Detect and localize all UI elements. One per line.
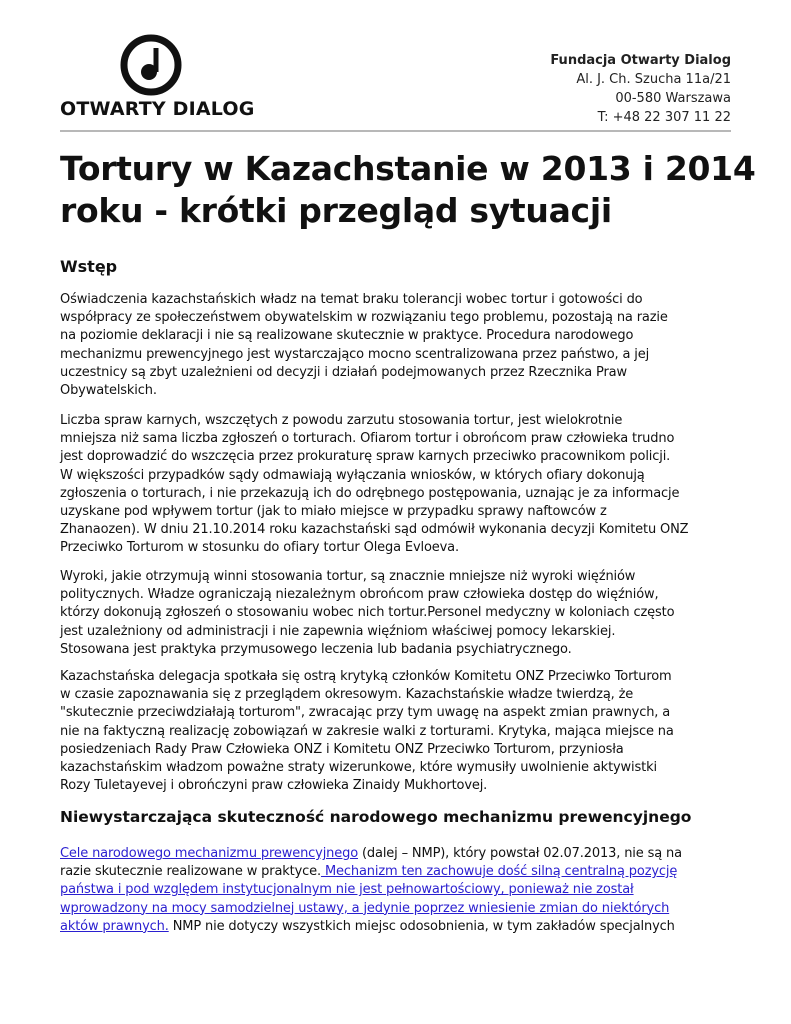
mechanism-link-part3[interactable]: wprowadzony na mocy samodzielnej ustawy, a jedynie poprzez wniesienie zmian do niektórych <box>60 900 670 916</box>
section-heading-intro: Wstęp <box>60 257 118 276</box>
organization-name: Fundacja Otwarty Dialog <box>550 53 731 68</box>
text-line <box>60 845 744 863</box>
text-line: Rozy Tuletayevej i obrończyni praw człowieka Zinaidy Mukhortovej. <box>60 778 488 794</box>
document-title <box>60 148 756 232</box>
text-line: "skutecznie przeciwdziałają torturom", zwracając przy tym uwagę na aspekt zmian prawnych, a <box>60 705 671 721</box>
header-divider <box>60 130 731 132</box>
logo <box>60 32 255 122</box>
logo-text: OTWARTY DIALOG <box>60 98 255 120</box>
text-line: w czasie zapoznawania się z przeglądem okresowym. Kazachstańskie władze twierdzą, że <box>60 687 634 703</box>
otwarty-dialog-logo-icon <box>120 34 182 96</box>
paragraph <box>60 412 744 558</box>
text-line: jest uzależniony od administracji i nie zapewnia więźniom właściwej pomocy lekarskiej. <box>60 623 616 639</box>
text-line: uzyskane pod wpływem tortur (jak to miało miejsce w przypadku sprawy naftowców z <box>60 504 607 520</box>
mechanism-link-part4[interactable]: aktów prawnych. <box>60 918 169 934</box>
section-heading-nmp: Niewystarczająca skuteczność narodowego mechanizmu prewencyjnego <box>60 808 692 826</box>
city-address: 00-580 Warszawa <box>615 91 731 106</box>
text-line: zgłoszenia o torturach, i nie przekazują ich do odrębnego postępowania, uznając je za informacje <box>60 485 680 501</box>
text-line: Przeciwko Torturom w stosunku do ofiary tortur Olega Evloeva. <box>60 540 459 556</box>
nmp-goals-link[interactable]: Cele narodowego mechanizmu prewencyjnego <box>60 846 359 861</box>
text-line: Stosowana jest praktyka przymusowego leczenia lub badania psychiatrycznego. <box>60 641 572 657</box>
text-span: NMP nie dotyczy wszystkich miejsc odosobnienia, w tym zakładów specjalnych <box>168 918 675 934</box>
street-address: Al. J. Ch. Szucha 11a/21 <box>576 72 731 87</box>
text-line: Kazachstańska delegacja spotkała się ostrą krytyką członków Komitetu ONZ Przeciwko Torturom <box>60 669 672 684</box>
title-line: Tortury w Kazachstanie w 2013 i 2014 <box>60 149 756 188</box>
text-span: razie skutecznie realizowane w praktyce. <box>60 864 321 880</box>
text-line: jest doprowadzić do wszczęcia przez prokuraturę spraw karnych przeciwko pracownikom policji. <box>60 449 671 465</box>
text-line: posiedzeniach Rady Praw Człowieka ONZ i Komitetu ONZ Przeciwko Torturom, przyniosła <box>60 741 624 757</box>
address-block <box>550 51 731 127</box>
text-line: Wyroki, jakie otrzymują winni stosowania tortur, są znacznie mniejsze niż wyroki więźniów <box>60 569 636 584</box>
text-line: W większości przypadków sądy odmawiają wyłączania wniosków, w których ofiary dokonują <box>60 467 645 483</box>
text-line: na poziomie deklaracji i nie są realizowane skutecznie w praktyce. Procedura narodowego <box>60 328 634 344</box>
mechanism-link-part2[interactable]: państwa i pod względem instytucjonalnym nie jest pełnowartościowy, ponieważ nie został <box>60 882 634 898</box>
text-line: Liczba spraw karnych, wszczętych z powodu zarzutu stosowania tortur, jest wielokrotnie <box>60 413 623 428</box>
paragraph <box>60 568 744 659</box>
text-line <box>60 881 744 899</box>
paragraph <box>60 291 744 400</box>
text-line: Obywatelskich. <box>60 383 157 399</box>
text-line: politycznych. Władze ograniczają niezależnym obrońcom praw człowieka dostęp do więźniów, <box>60 587 659 603</box>
title-line: roku - krótki przegląd sytuacji <box>60 191 612 230</box>
mechanism-link-part1[interactable]: Mechanizm ten zachowuje dość silną centralną pozycję <box>320 864 678 880</box>
text-line: nie na faktyczną realizację zobowiązań w zakresie walki z torturami. Krytyka, mająca miejsce na <box>60 723 674 739</box>
text-line: kazachstańskim władzom poważne straty wizerunkowe, które wymusiły uwolnienie aktywistki <box>60 760 657 776</box>
text-line <box>60 863 744 881</box>
text-line <box>60 918 744 936</box>
text-line: uczestnicy są zbyt uzależnieni od decyzji i działań podejmowanych przez Rzecznika Praw <box>60 364 627 380</box>
paragraph <box>60 668 744 795</box>
text-line: współpracy ze społeczeństwem obywatelskim w rozwiązaniu tego problemu, pozostają na razie <box>60 310 668 326</box>
text-span: (dalej – NMP), który powstał 02.07.2013, nie są na <box>358 846 682 861</box>
phone-number: T: +48 22 307 11 22 <box>597 110 731 125</box>
paragraph <box>60 845 744 936</box>
text-line: Oświadczenia kazachstańskich władz na temat braku tolerancji wobec tortur i gotowości do <box>60 292 643 307</box>
text-line: Zhanaozen). W dniu 21.10.2014 roku kazachstański sąd odmówił wykonania decyzji Komitetu ONZ <box>60 522 689 538</box>
text-line <box>60 900 744 918</box>
text-line: mniejsza niż sama liczba zgłoszeń o torturach. Ofiarom tortur i obrońcom praw człowieka trudno <box>60 431 675 447</box>
text-line: którzy dokonują zgłoszeń o stosowaniu wobec nich tortur.Personel medyczny w koloniach często <box>60 605 675 621</box>
text-line: mechanizmu prewencyjnego jest wystarczająco mocno scentralizowana przez państwo, a jej <box>60 346 650 362</box>
